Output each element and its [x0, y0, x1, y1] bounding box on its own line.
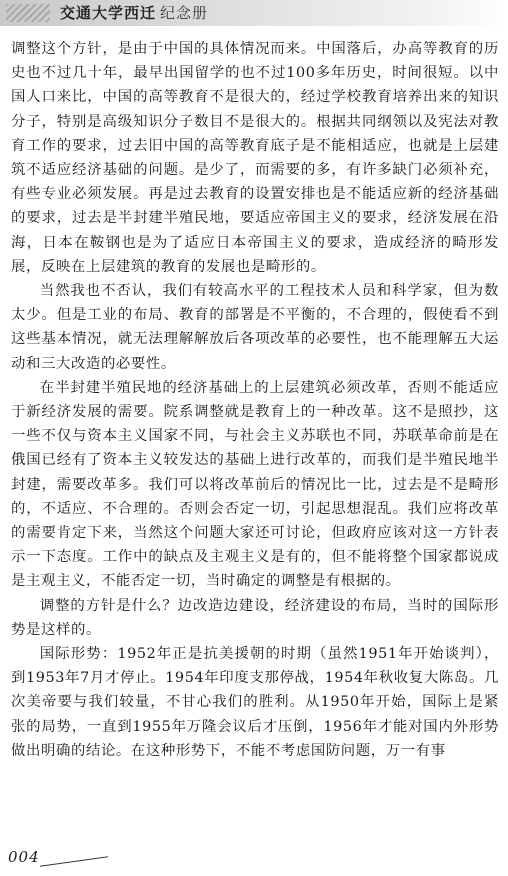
book-subtitle: 纪念册: [160, 4, 209, 22]
footer-rule: [40, 856, 108, 867]
paragraph-1: 调整这个方针，是由于中国的具体情况而来。中国落后，办高等教育的历史也不过几十年，最早出国留学的也不过100多年历史，时间很短。以中国人口来比，中国的高等教育不是很大的，经过学校教育培养出来的知识分子，特别是高级知识分子数目不是很大的。根据共同纲领以及宪法对教育工作的要求，过去旧中国的高等教育底子是不能相适应，也就是上层建筑不适应经济基础的问题。是少了，而需要的多，有许多缺门必须补充，有些专业必须发展。再是过去教育的设置安排也是不能适应新的经济基础的要求，过去是半封建半殖民地，要适应帝国主义的要求，经济发展在沿海，日本在鞍钢也是为了适应日本帝国主义的要求，造成经济的畸形发展，反映在上层建筑的教育的发展也是畸形的。: [11, 41, 499, 275]
book-title: 交通大学西迁: [60, 4, 157, 22]
header-stripe-ornament: [6, 4, 50, 22]
running-header: [0, 0, 508, 26]
header-title-group: [60, 3, 208, 23]
page-body: [11, 37, 499, 763]
page-number: 004: [8, 848, 40, 866]
paragraph-3: 在半封建半殖民地的经济基础上的上层建筑必须改革，否则不能适应于新经济发展的需要。院系调整就是教育上的一种改革。这不是照抄，这一些不仅与资本主义国家不同，与社会主义苏联也不同，苏联革命前是在俄国已经有了资本主义较发达的基础上进行改革的，而我们是半殖民地半封建，需要改革多。我们可以将改革前后的情况比一比，过去是不是畸形的，不适应、不合理的。否则会否定一切，引起思想混乱。我们应将改革的需要肯定下来，当然这个问题大家还可讨论，但政府应该对这一方针表示一下态度。工作中的缺点及主观主义是有的，但不能将整个国家都说成是主观主义，不能否定一切，当时确定的调整是有根据的。: [11, 379, 499, 590]
page-footer: [6, 848, 126, 868]
paragraph-4: 调整的方针是什么？边改造边建设，经济建设的布局，当时的国际形势是这样的。: [11, 597, 499, 638]
paragraph-5: 国际形势：1952年正是抗美援朝的时期（虽然1951年开始谈判），到1953年7月才停止。1954年印度支那停战，1954年秋收复大陈岛。几次美帝要与我们较量，不甘心我们的胜利。从1950年开始，国际上是紧张的局势，一直到1955年万隆会议后才压倒，1956年才能对国内外形势做出明确的结论。在这种形势下，不能不考虑国防问题，万一有事: [11, 646, 499, 759]
paragraph-2: 当然我也不否认，我们有较高水平的工程技术人员和科学家，但为数太少。但是工业的布局、教育的部署是不平衡的，不合理的，假使看不到这些基本情况，就无法理解解放后各项改革的必要性，也不能理解五大运动和三大改造的必要性。: [11, 283, 499, 372]
